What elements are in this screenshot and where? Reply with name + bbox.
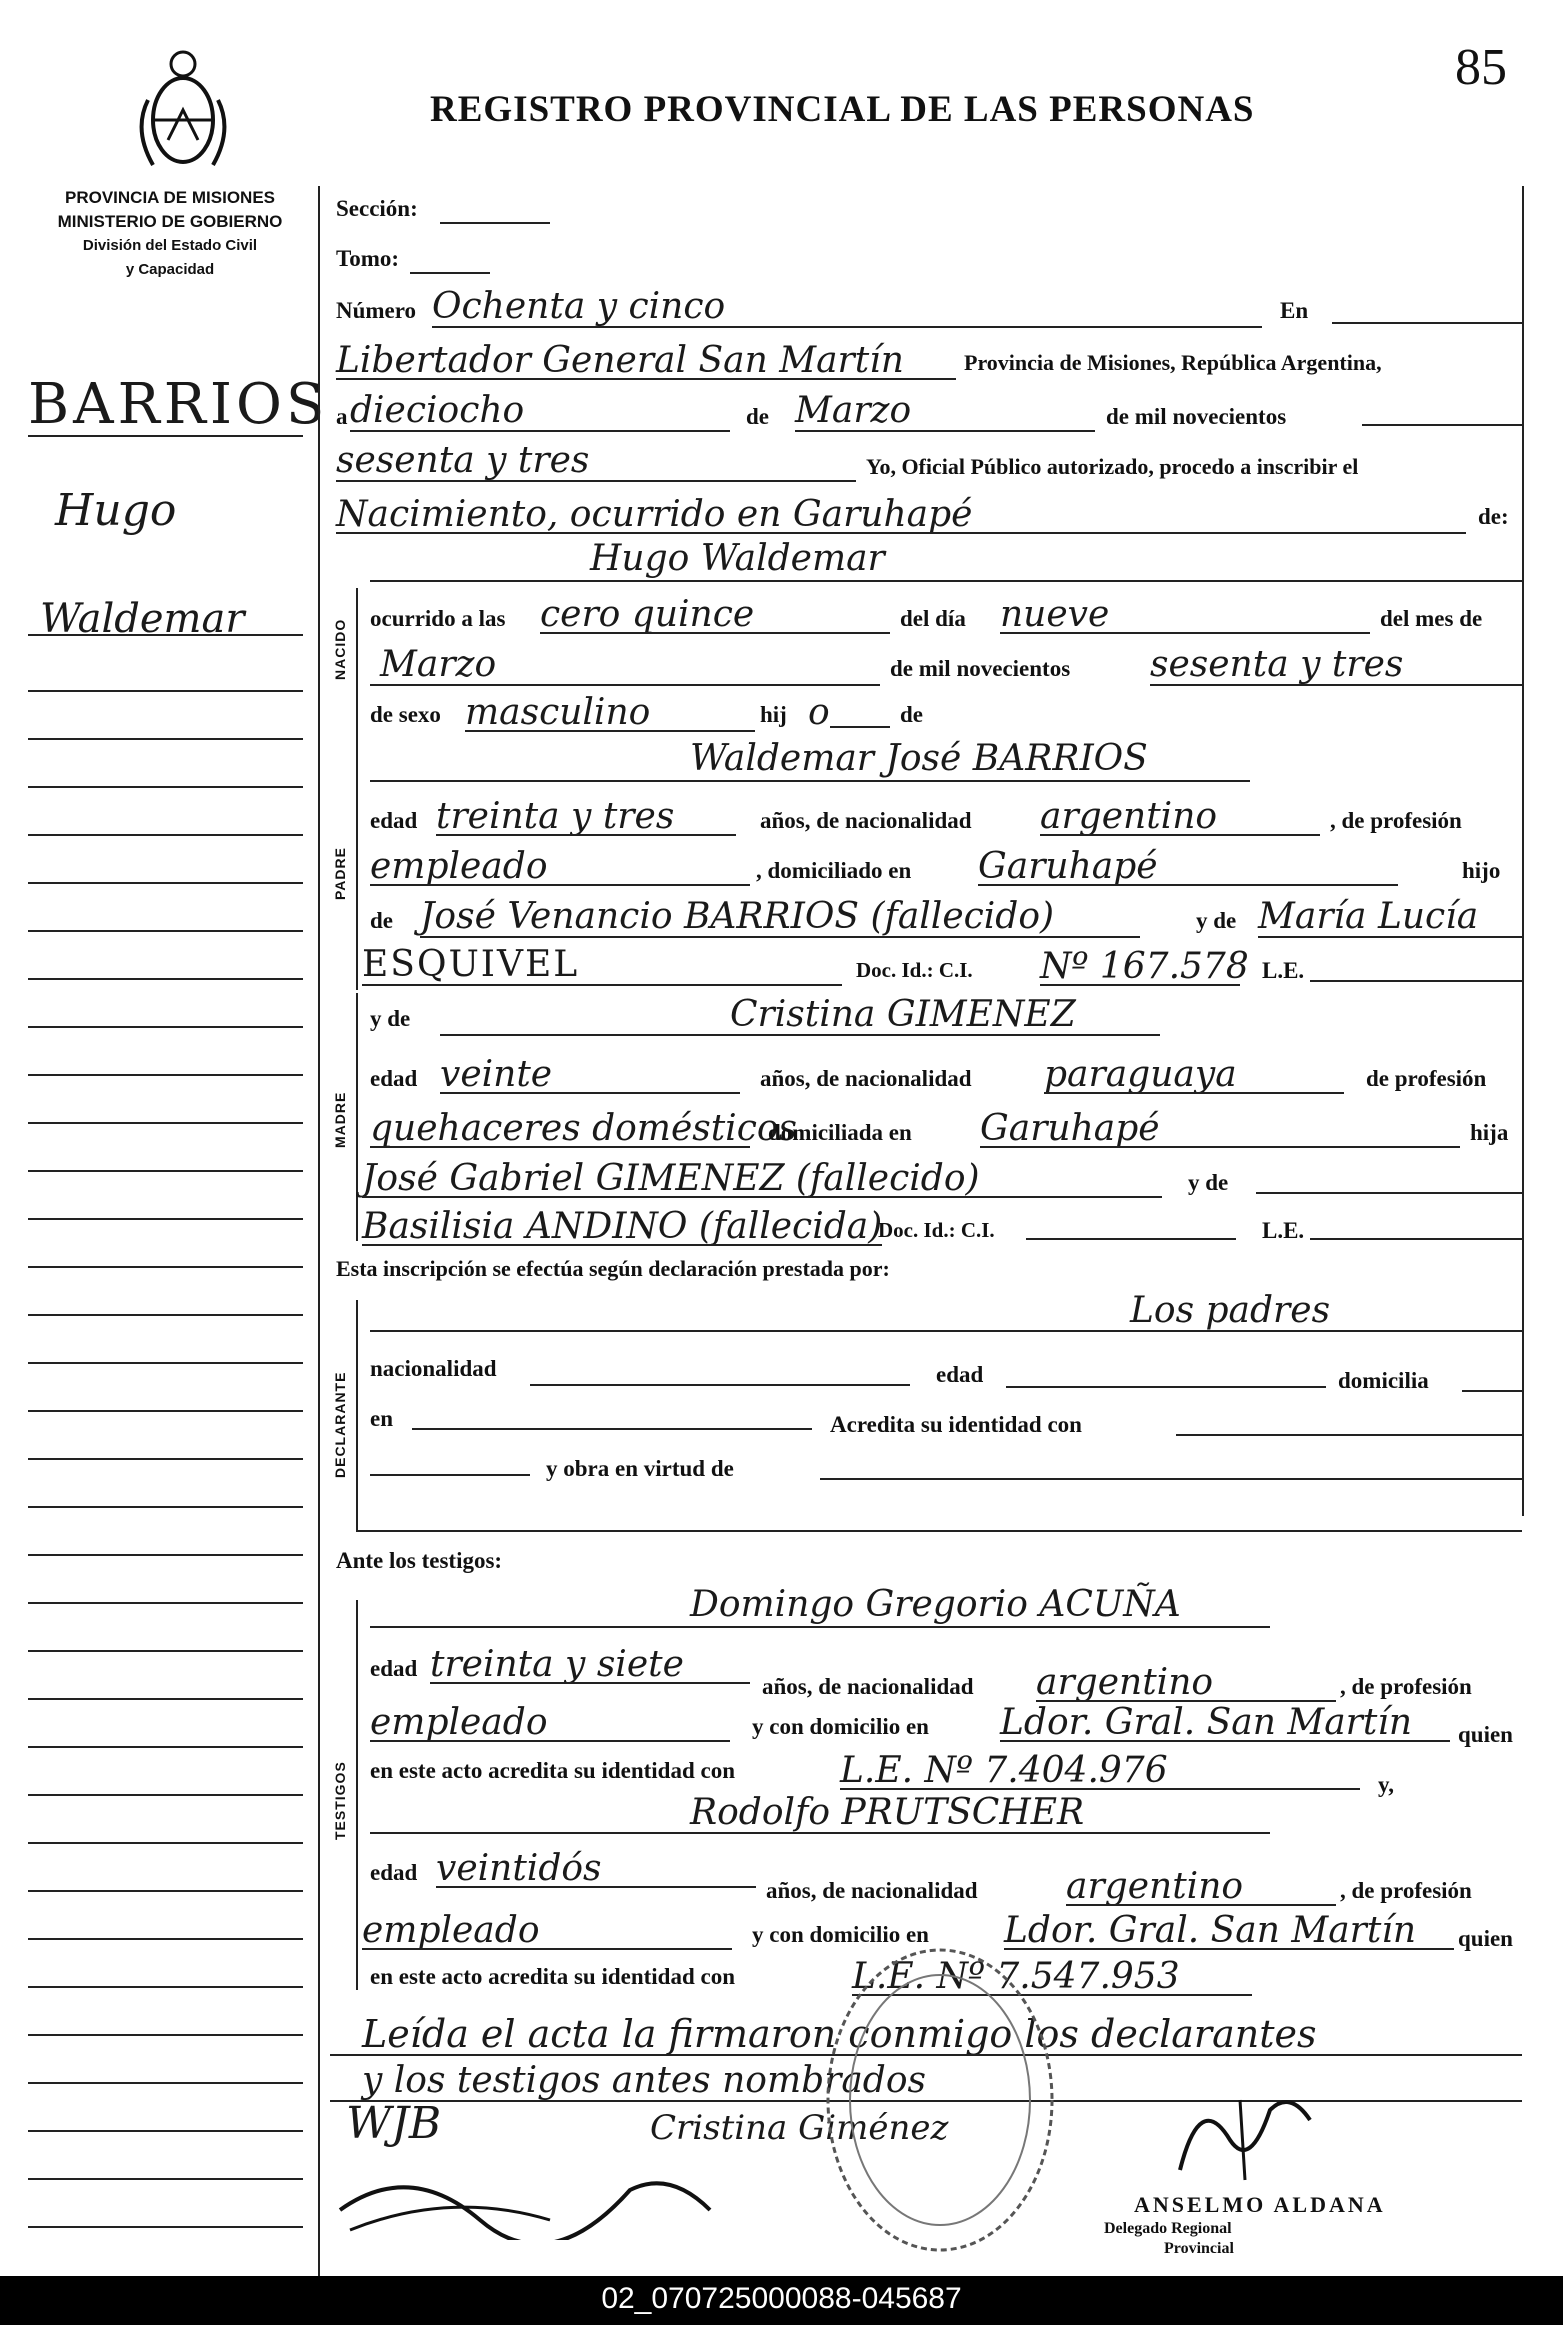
- entry-abuela-paterna-2: ESQUIVEL: [362, 944, 580, 985]
- label-yo-oficial: Yo, Oficial Público autorizado, procedo a inscribir el: [866, 454, 1359, 479]
- label-edad: edad: [370, 808, 418, 833]
- entry-padre-nac: argentino: [1040, 796, 1218, 837]
- section-label-declarante: DECLARANTE: [332, 1371, 348, 1478]
- label-edad-3: edad: [936, 1362, 984, 1387]
- entry-padre-prof: empleado: [370, 846, 548, 887]
- section-label-padre: PADRE: [332, 847, 348, 900]
- coat-of-arms-icon: [128, 40, 238, 180]
- entry-declarante: Los padres: [1130, 1290, 1331, 1331]
- entry-t2-nac: argentino: [1066, 1866, 1244, 1907]
- entry-madre-prof: quehaceres domésticos: [370, 1108, 798, 1149]
- issuer-line-4: y Capacidad: [125, 261, 215, 278]
- label-le: L.E.: [1262, 958, 1305, 983]
- closing-line-1: Leída el acta la firmaron conmigo los declarantes: [362, 2012, 1317, 2056]
- label-le-2: L.E.: [1262, 1218, 1305, 1243]
- label-en-2: en: [370, 1406, 393, 1431]
- label-quien: quien: [1458, 1722, 1513, 1747]
- margin-middle-name: Waldemar: [40, 596, 245, 642]
- label-doc-id-2: Doc. Id.: C.I.: [878, 1218, 995, 1242]
- label-y-comma: y,: [1378, 1772, 1394, 1797]
- label-edad-5: edad: [370, 1860, 418, 1885]
- label-edad-4: edad: [370, 1656, 418, 1681]
- label-tomo: Tomo:: [336, 246, 400, 271]
- document-title: REGISTRO PROVINCIAL DE LAS PERSONAS: [430, 89, 1255, 130]
- label-a: a: [336, 404, 348, 429]
- label-en-este-acto: en este acto acredita su identidad con: [370, 1758, 736, 1783]
- entry-hora: cero quince: [540, 594, 755, 635]
- label-anos-nac-3: años, de nacionalidad: [762, 1674, 974, 1699]
- stamp-role: Delegado Regional: [1104, 2220, 1232, 2237]
- margin-surname: BARRIOS: [28, 372, 329, 437]
- label-esta-inscripcion: Esta inscripción se efectúa según declaración prestada por:: [336, 1256, 890, 1281]
- label-de-2: de: [900, 702, 923, 727]
- label-y-de: y de: [1196, 908, 1237, 933]
- entry-nombre-nacido: Hugo Waldemar: [590, 538, 885, 579]
- label-de-mil-novecientos: de mil novecientos: [1106, 404, 1287, 429]
- label-ante-testigos: Ante los testigos:: [336, 1548, 503, 1573]
- label-hijo-2: hijo: [1462, 858, 1501, 883]
- official-signature-icon: [1170, 2080, 1320, 2190]
- section-label-testigos: TESTIGOS: [332, 1761, 348, 1840]
- label-en: En: [1280, 298, 1309, 323]
- entry-mes-nac: Marzo: [380, 644, 497, 685]
- footer-id: 02_070725000088-045687: [601, 2282, 962, 2315]
- label-y-con-domicilio-2: y con domicilio en: [752, 1922, 929, 1947]
- label-de-profesion-4: , de profesión: [1340, 1878, 1472, 1903]
- entry-abuela-paterna: María Lucía: [1258, 896, 1479, 937]
- entry-lugar: Libertador General San Martín: [336, 340, 904, 381]
- label-de-profesion-3: , de profesión: [1340, 1674, 1472, 1699]
- entry-t1-nac: argentino: [1036, 1662, 1214, 1703]
- label-hijo: hij: [760, 702, 787, 727]
- stamp-name: ANSELMO ALDANA: [1134, 2192, 1386, 2217]
- entry-madre-nac: paraguaya: [1044, 1054, 1237, 1095]
- issuer-block: [30, 186, 310, 282]
- label-y-con-domicilio: y con domicilio en: [752, 1714, 929, 1739]
- entry-madre-nombre: Cristina GIMENEZ: [730, 994, 1076, 1035]
- entry-padre-edad: treinta y tres: [436, 796, 675, 837]
- entry-numero: Ochenta y cinco: [432, 286, 726, 327]
- entry-t2-prof: empleado: [362, 1910, 540, 1951]
- label-y-de-3: y de: [1188, 1170, 1229, 1195]
- label-anos-nac: años, de nacionalidad: [760, 808, 972, 833]
- label-acredita: Acredita su identidad con: [830, 1412, 1082, 1437]
- label-domiciliada: domiciliada en: [768, 1120, 912, 1145]
- signature-father: WJB: [346, 2098, 442, 2149]
- closing-line-2: y los testigos antes nombrados: [362, 2060, 926, 2101]
- entry-anio-nac: sesenta y tres: [1150, 644, 1404, 685]
- label-en-este-acto-2: en este acto acredita su identidad con: [370, 1964, 736, 1989]
- entry-sexo: masculino: [465, 692, 651, 733]
- entry-t2-doc: L.E. Nº 7.547.953: [852, 1956, 1180, 1997]
- entry-t1-prof: empleado: [370, 1702, 548, 1743]
- label-del-dia: del día: [900, 606, 966, 631]
- entry-dia-nac: nueve: [1000, 594, 1110, 635]
- entry-padre-dom: Garuhapé: [978, 846, 1158, 887]
- label-de: de: [746, 404, 769, 429]
- label-nacionalidad: nacionalidad: [370, 1356, 497, 1381]
- entry-t1-edad: treinta y siete: [430, 1644, 684, 1685]
- label-hija: hija: [1470, 1120, 1509, 1145]
- label-anos-nac-2: años, de nacionalidad: [760, 1066, 972, 1091]
- entry-abuelo-paterno: José Venancio BARRIOS (fallecido): [420, 896, 1055, 937]
- label-del-mes: del mes de: [1380, 606, 1483, 631]
- label-y-de-2: y de: [370, 1006, 411, 1031]
- label-de-profesion: , de profesión: [1330, 808, 1462, 833]
- stamp-role-2: Provincial: [1164, 2240, 1234, 2257]
- entry-dia: dieciocho: [350, 390, 525, 431]
- entry-acto: Nacimiento, ocurrido en Garuhapé: [336, 494, 973, 535]
- entry-padre-ci: Nº 167.578: [1040, 946, 1249, 987]
- label-numero: Número: [336, 298, 417, 323]
- label-de-mil-novecientos-2: de mil novecientos: [890, 656, 1071, 681]
- label-y-obra: y obra en virtud de: [546, 1456, 734, 1481]
- entry-t1-dom: Ldor. Gral. San Martín: [1000, 1702, 1413, 1743]
- label-anos-nac-4: años, de nacionalidad: [766, 1878, 978, 1903]
- issuer-line-3: División del Estado Civil: [82, 237, 258, 254]
- page-number: 85: [1455, 39, 1507, 96]
- label-doc-id: Doc. Id.: C.I.: [856, 958, 973, 982]
- entry-testigo-2: Rodolfo PRUTSCHER: [690, 1792, 1085, 1833]
- label-de-sexo: de sexo: [370, 702, 441, 727]
- entry-padre-nombre: Waldemar José BARRIOS: [690, 738, 1148, 779]
- issuer-line-1: PROVINCIA DE MISIONES: [64, 188, 275, 207]
- margin-first-name: Hugo: [55, 485, 177, 536]
- entry-t2-dom: Ldor. Gral. San Martín: [1004, 1910, 1417, 1951]
- section-label-madre: MADRE: [332, 1091, 348, 1148]
- signature-mother: Cristina Giménez: [650, 2108, 949, 2148]
- signature-scribbles-icon: [330, 2150, 830, 2240]
- label-quien-2: quien: [1458, 1926, 1513, 1951]
- entry-testigo-1: Domingo Gregorio ACUÑA: [690, 1584, 1181, 1625]
- entry-mes: Marzo: [795, 390, 912, 431]
- official-seal-icon: [820, 1940, 1060, 2260]
- entry-abuelo-materno: José Gabriel GIMENEZ (fallecido): [362, 1158, 980, 1199]
- entry-madre-dom: Garuhapé: [980, 1108, 1160, 1149]
- label-de-colon: de:: [1478, 504, 1509, 529]
- label-domicilia: domicilia: [1338, 1368, 1429, 1393]
- entry-madre-edad: veinte: [440, 1054, 553, 1095]
- entry-abuela-materna: Basilisia ANDINO (fallecida): [362, 1206, 883, 1247]
- label-de-profesion-2: de profesión: [1366, 1066, 1487, 1091]
- label-de-3: de: [370, 908, 393, 933]
- entry-anio: sesenta y tres: [336, 440, 590, 481]
- entry-t2-edad: veintidós: [436, 1848, 602, 1889]
- label-provincia: Provincia de Misiones, República Argentina,: [964, 350, 1382, 375]
- label-seccion: Sección:: [336, 196, 418, 221]
- label-domiciliado: , domiciliado en: [756, 858, 912, 883]
- issuer-line-2: MINISTERIO DE GOBIERNO: [57, 212, 283, 231]
- label-edad-2: edad: [370, 1066, 418, 1091]
- label-ocurrido: ocurrido a las: [370, 606, 506, 631]
- section-label-nacido: NACIDO: [332, 618, 348, 680]
- entry-t1-doc: L.E. Nº 7.404.976: [840, 1750, 1168, 1791]
- entry-hijo-suffix: o: [808, 692, 830, 733]
